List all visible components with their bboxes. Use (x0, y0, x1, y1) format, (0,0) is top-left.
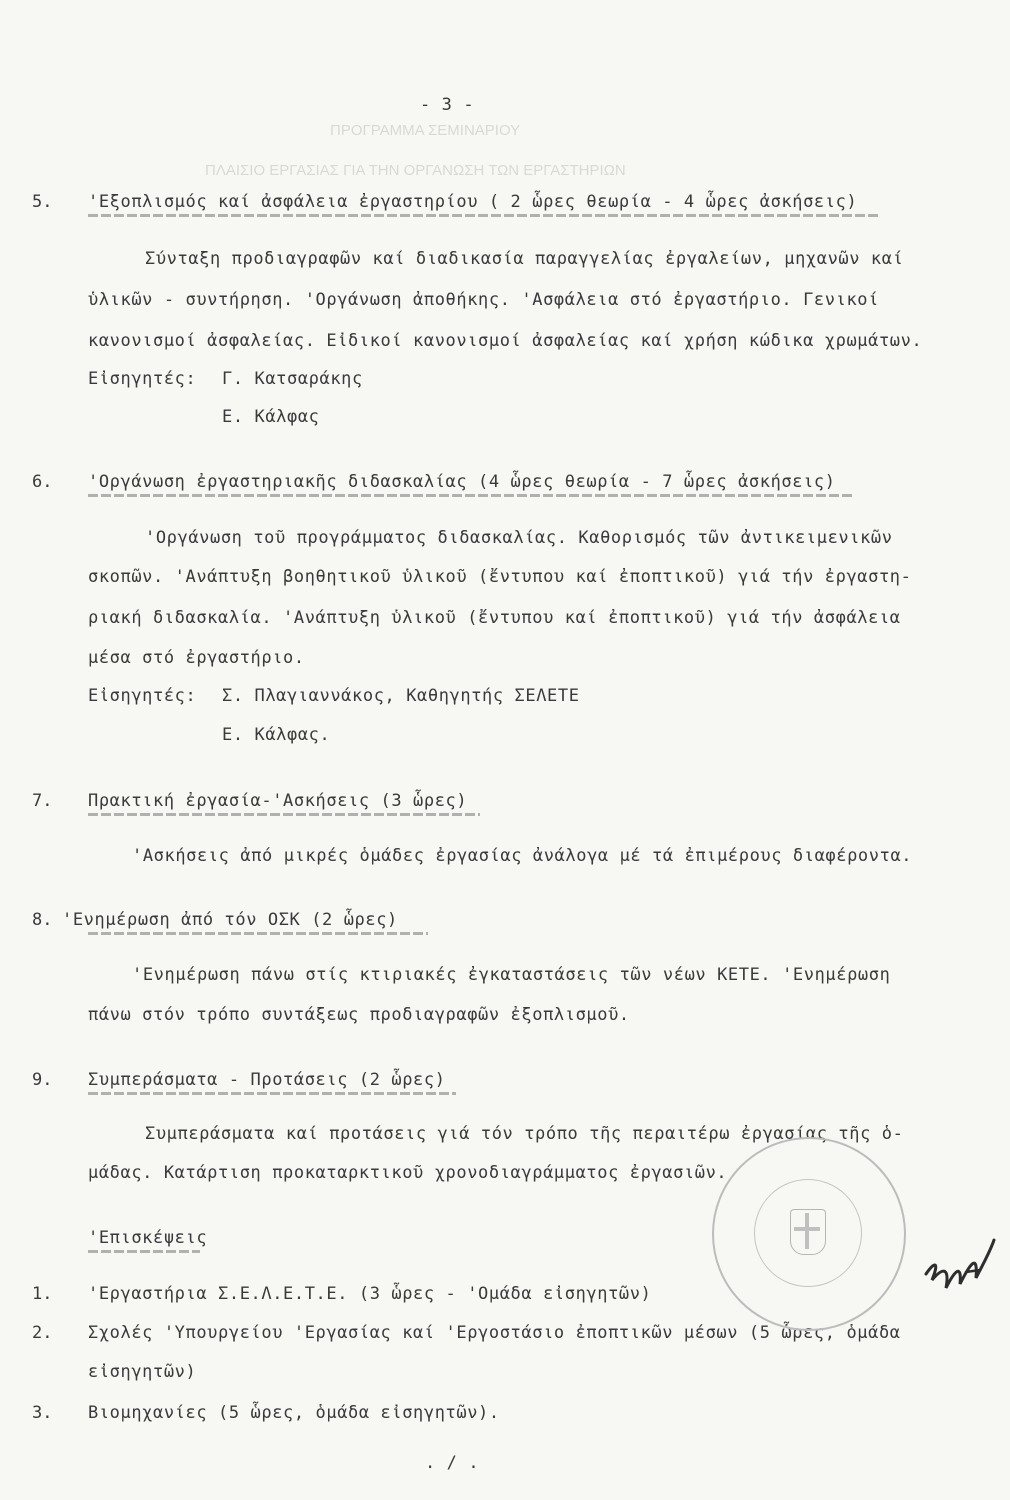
section-7-number: 7. (32, 791, 53, 811)
section-7-underline (88, 813, 480, 816)
section-8-number: 8. (32, 910, 53, 930)
seal-cross-icon (805, 1213, 809, 1249)
section-8-title: 'Ενημέρωση ἀπό τόν ΟΣΚ (2 ὧρες) (62, 910, 398, 930)
section-7-line-1: 'Ασκήσεις ἀπό μικρές ὁμάδες ἐργασίας ἀνάλογα μέ τά ἐπιμέρους διαφέροντα. (132, 846, 913, 866)
section-8-underline (88, 932, 428, 935)
visit-1-line-1: 'Εργαστήρια Σ.Ε.Λ.Ε.Τ.Ε. (3 ὧρες - 'Ομάδα εἰσηγητῶν) (88, 1284, 652, 1304)
section-9-underline (88, 1092, 456, 1095)
section-6-number: 6. (32, 472, 53, 492)
section-6-speaker-2: Ε. Κάλφας. (222, 725, 331, 745)
section-6-line-1: 'Οργάνωση τοῦ προγράμματος διδασκαλίας. Καθορισμός τῶν ἀντικειμενικῶν (145, 528, 893, 548)
section-6-speakers-label: Εἰσηγητές: (88, 686, 197, 706)
visits-title: 'Επισκέψεις (88, 1228, 208, 1248)
section-8-line-2: πάνω στόν τρόπο συντάξεως προδιαγραφῶν ἐξοπλισμοῦ. (88, 1005, 630, 1025)
section-5-speakers-label: Εἰσηγητές: (88, 369, 197, 389)
section-6-line-4: μέσα στό ἐργαστήριο. (88, 648, 305, 668)
ghost-text-2: ΠΛΑΙΣΙΟ ΕΡΓΑΣΙΑΣ ΓΙΑ ΤΗΝ ΟΡΓΑΝΩΣΗ ΤΩΝ ΕΡΓΑΣΤΗΡΙΩΝ (205, 162, 626, 179)
visit-1-number: 1. (32, 1284, 53, 1304)
section-9-number: 9. (32, 1070, 53, 1090)
section-6-title: 'Οργάνωση ἐργαστηριακῆς διδασκαλίας (4 ὧρες θεωρία - 7 ὧρες ἀσκήσεις) (88, 472, 836, 492)
section-7-title: Πρακτική ἐργασία-'Ασκήσεις (3 ὧρες) (88, 791, 468, 811)
section-5-speaker-2: Ε. Κάλφας (222, 407, 320, 427)
section-5-line-1: Σύνταξη προδιαγραφῶν καί διαδικασία παραγγελίας ἐργαλείων, μηχανῶν καί (145, 249, 904, 269)
section-5-line-2: ὑλικῶν - συντήρηση. 'Οργάνωση ἀποθήκης. 'Ασφάλεια στό ἐργαστήριο. Γενικοί (88, 290, 879, 310)
section-6-line-3: ριακή διδασκαλία. 'Ανάπτυξη ὑλικοῦ (ἔντυπου καί ἐποπτικοῦ) γιά τήν ἀσφάλεια (88, 608, 901, 628)
page-number: - 3 - (420, 95, 475, 115)
visit-3-line-1: Βιομηχανίες (5 ὧρες, ὁμάδα εἰσηγητῶν). (88, 1403, 500, 1423)
visit-2-line-2: εἰσηγητῶν) (88, 1362, 197, 1382)
section-6-line-2: σκοπῶν. 'Ανάπτυξη βοηθητικοῦ ὑλικοῦ (ἔντυπου καί ἐποπτικοῦ) γιά τήν ἐργαστη- (88, 567, 912, 587)
section-6-underline (88, 494, 853, 497)
section-5-number: 5. (32, 192, 53, 212)
section-5-speaker-1: Γ. Κατσαράκης (222, 369, 363, 389)
section-5-underline (88, 214, 878, 217)
visit-2-number: 2. (32, 1323, 53, 1343)
page-footer: . / . (425, 1453, 480, 1473)
section-6-speaker-1: Σ. Πλαγιαννάκος, Καθηγητής ΣΕΛΕΤΕ (222, 686, 580, 706)
visits-underline (88, 1250, 200, 1253)
handwritten-signature (920, 1232, 1000, 1302)
section-8-line-1: 'Ενημέρωση πάνω στίς κτιριακές ἐγκαταστάσεις τῶν νέων ΚΕΤΕ. 'Ενημέρωση (132, 965, 891, 985)
visit-2-line-1: Σχολές 'Υπουργείου 'Εργασίας καί 'Εργοστάσιο ἐποπτικῶν μέσων (5 ὧρες, ὁμάδα (88, 1323, 901, 1343)
section-5-line-3: κανονισμοί ἀσφαλείας. Εἰδικοί κανονισμοί ἀσφαλείας καί χρήση κώδικα χρωμάτων. (88, 331, 923, 351)
section-9-line-1: Συμπεράσματα καί προτάσεις γιά τόν τρόπο τῆς περαιτέρω ἐργασίας τῆς ὁ- (145, 1124, 904, 1144)
visit-3-number: 3. (32, 1403, 53, 1423)
section-5-title: 'Εξοπλισμός καί ἀσφάλεια ἐργαστηρίου ( 2 ὧρες θεωρία - 4 ὧρες ἀσκήσεις) (88, 192, 858, 212)
section-9-title: Συμπεράσματα - Προτάσεις (2 ὧρες) (88, 1070, 446, 1090)
ghost-text-1: ΠΡΟΓΡΑΜΜΑ ΣΕΜΙΝΑΡΙΟΥ (330, 122, 521, 139)
section-9-line-2: μάδας. Κατάρτιση προκαταρκτικοῦ χρονοδιαγράμματος ἐργασιῶν. (88, 1163, 728, 1183)
official-seal (712, 1137, 906, 1331)
